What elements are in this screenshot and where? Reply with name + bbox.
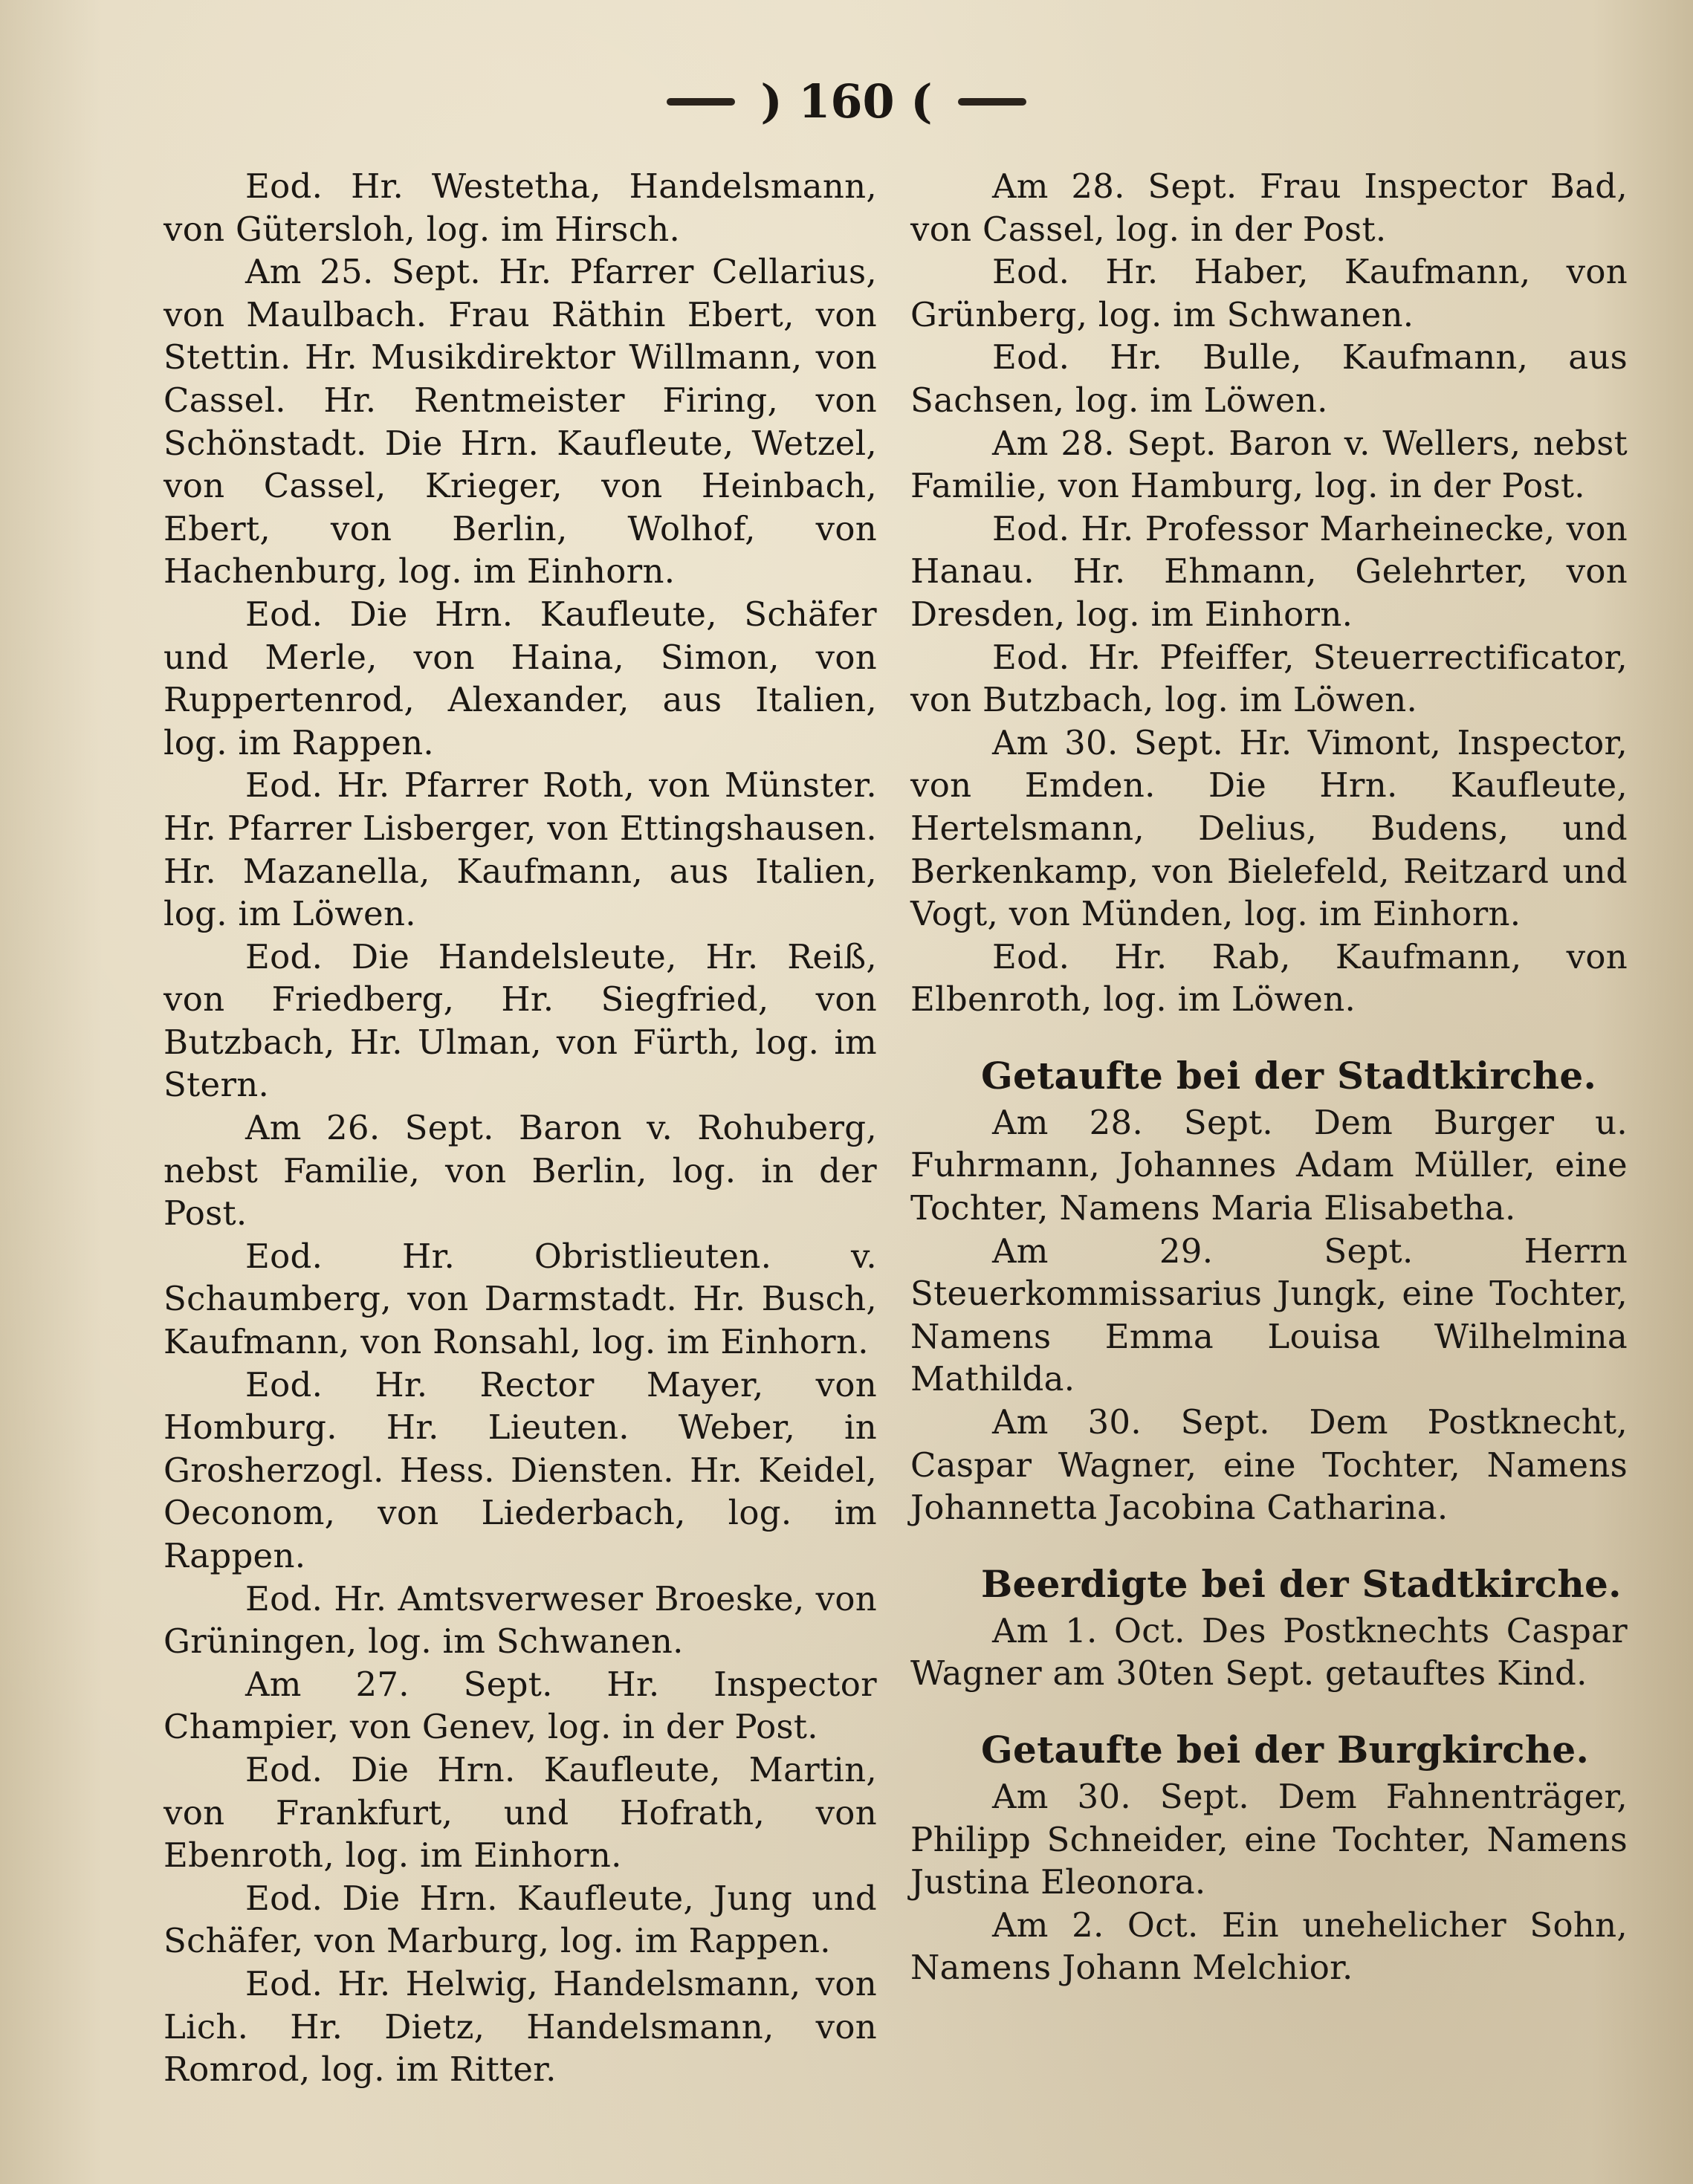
arrival-entry: Eod. Hr. Obristlieuten. v. Schaumberg, von Darmstadt. Hr. Busch, Kaufmann, von Ronsahl, log. im Einhorn. [164, 1236, 877, 1362]
record-entry: Am 28. Sept. Dem Burger u. Fuhrmann, Johannes Adam Müller, eine Tochter, Namens Maria Elisabetha. [910, 1102, 1628, 1228]
section-heading: Getaufte bei der Stadtkirche. [981, 1053, 1597, 1098]
arrival-entry: Eod. Die Handelsleute, Hr. Reiß, von Friedberg, Hr. Siegfried, von Butzbach, Hr. Ulman, von Fürth, log. im Stern. [164, 936, 877, 1105]
header-rule-left [667, 98, 735, 106]
record-entry: Am 1. Oct. Des Postknechts Caspar Wagner am 30ten Sept. getauftes Kind. [910, 1610, 1628, 1694]
arrival-entry: Eod. Die Hrn. Kaufleute, Martin, von Frankfurt, und Hofrath, von Ebenroth, log. im Einhorn. [164, 1749, 877, 1876]
arrival-entry: Eod. Die Hrn. Kaufleute, Schäfer und Merle, von Haina, Simon, von Ruppertenrod, Alexander, aus Italien, log. im Rappen. [164, 594, 877, 762]
arrival-entry: Am 28. Sept. Frau Inspector Bad, von Cassel, log. in der Post. [910, 166, 1628, 249]
arrival-entry: Eod. Hr. Westetha, Handelsmann, von Gütersloh, log. im Hirsch. [164, 166, 877, 249]
record-entry: Am 2. Oct. Ein unehelicher Sohn, Namens Johann Melchior. [910, 1905, 1628, 1988]
page-header [0, 74, 1693, 129]
arrival-entry: Eod. Hr. Helwig, Handelsmann, von Lich. Hr. Dietz, Handelsmann, von Romrod, log. im Ritter. [164, 1963, 877, 2090]
arrival-entry: Eod. Hr. Pfarrer Roth, von Münster. Hr. Pfarrer Lisberger, von Ettingshausen. Hr. Mazanella, Kaufmann, aus Italien, log. im Löwen. [164, 765, 877, 934]
baptized-stadtkirche-section [910, 1054, 1628, 1529]
arrival-entry: Eod. Hr. Haber, Kaufmann, von Grünberg, log. im Schwanen. [910, 252, 1628, 334]
arrival-entry: Eod. Hr. Rector Mayer, von Homburg. Hr. Lieuten. Weber, in Grosherzogl. Hess. Diensten. Hr. Keidel, Oeconom, von Liederbach, log. im Rappen. [164, 1364, 877, 1575]
arrival-entry: Am 25. Sept. Hr. Pfarrer Cellarius, von Maulbach. Frau Räthin Ebert, von Stettin. Hr. Musikdirektor Willmann, von Cassel. Hr. Rentmeister Firing, von Schönstadt. Die Hrn. Kaufleute, Wetzel, von Cassel, Krieger, von Heinbach, Ebert, von Berlin, Wolhof, von Hachenburg, log. im Einhorn. [164, 252, 877, 592]
arrival-entry: Eod. Hr. Professor Marheinecke, von Hanau. Hr. Ehmann, Gelehrter, von Dresden, log. im Einhorn. [910, 508, 1628, 634]
arrivals-continued [910, 165, 1628, 1021]
record-entry: Am 29. Sept. Herrn Steuerkommissarius Jungk, eine Tochter, Namens Emma Louisa Wilhelmina Mathilda. [910, 1231, 1628, 1399]
record-entry: Am 30. Sept. Dem Fahnenträger, Philipp Schneider, eine Tochter, Namens Justina Eleonora. [910, 1777, 1628, 1902]
section-heading: Beerdigte bei der Stadtkirche. [981, 1561, 1622, 1606]
header-rule-right [958, 98, 1026, 106]
arrival-entry: Am 26. Sept. Baron v. Rohuberg, nebst Familie, von Berlin, log. in der Post. [164, 1108, 877, 1234]
arrival-entry: Am 30. Sept. Hr. Vimont, Inspector, von Emden. Die Hrn. Kaufleute, Hertelsmann, Delius, Budens, und Berkenkamp, von Bielefeld, Reitzard und Vogt, von Münden, log. im Einhorn. [910, 722, 1628, 934]
arrival-entry: Eod. Hr. Rab, Kaufmann, von Elbenroth, log. im Löwen. [910, 936, 1628, 1020]
arrival-entry: Eod. Die Hrn. Kaufleute, Jung und Schäfer, von Marburg, log. im Rappen. [164, 1878, 877, 1961]
page-number: ) 160 ( [760, 74, 933, 129]
record-entry: Am 30. Sept. Dem Postknecht, Caspar Wagner, eine Tochter, Namens Johannetta Jacobina Catharina. [910, 1402, 1628, 1528]
left-column [164, 165, 877, 2091]
right-column [910, 165, 1628, 1989]
arrival-entry: Eod. Hr. Pfeiffer, Steuerrectificator, von Butzbach, log. im Löwen. [910, 637, 1628, 720]
buried-stadtkirche-section [910, 1562, 1628, 1695]
arrival-entry: Eod. Hr. Amtsverweser Broeske, von Grüningen, log. im Schwanen. [164, 1578, 877, 1662]
baptized-burgkirche-section [910, 1728, 1628, 1989]
arrival-entry: Am 28. Sept. Baron v. Wellers, nebst Familie, von Hamburg, log. in der Post. [910, 423, 1628, 506]
section-heading: Getaufte bei der Burgkirche. [981, 1728, 1590, 1772]
arrival-entry: Eod. Hr. Bulle, Kaufmann, aus Sachsen, log. im Löwen. [910, 337, 1628, 420]
arrival-entry: Am 27. Sept. Hr. Inspector Champier, von Genev, log. in der Post. [164, 1664, 877, 1747]
